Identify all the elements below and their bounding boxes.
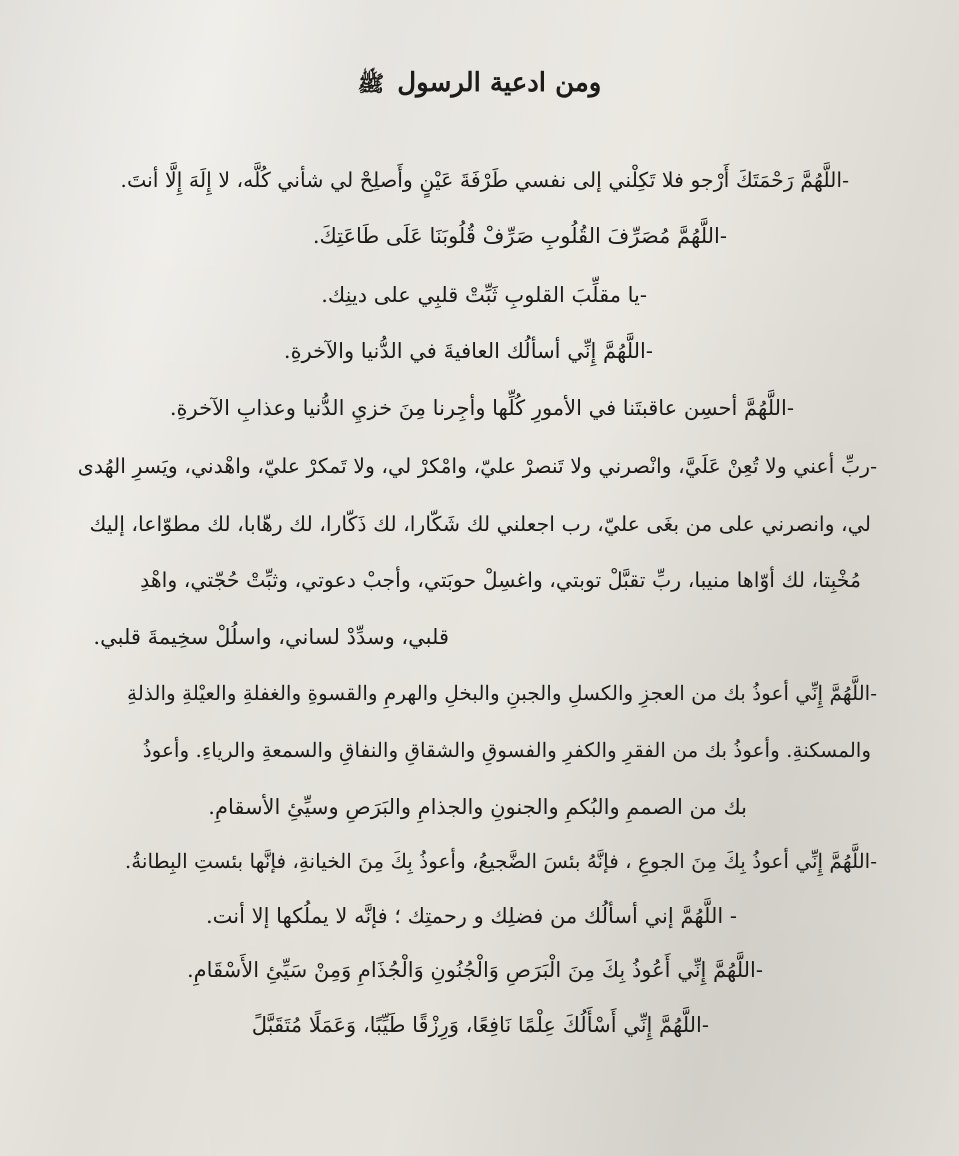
dua-line: -اللَّهُمَّ أحسِن عاقبتَنا في الأمورِ كُلِّها وأجِرنا مِنَ خزيِ الدُّنيا وعذابِ الآخرةِ. — [169, 396, 794, 420]
dua-line: - اللَّهُمَّ إني أسألُك من فضلِك و رحمتِك ؛ فإنَّه لا يملُكها إلا أنت. — [206, 904, 737, 928]
dua-line: -اللَّهُمَّ إِنِّي أعوذُ بك من العجزِ والكسلِ والجبنِ والبخلِ والهرمِ والقسوةِ والغفلةِ والعيْلةِ والذلةِ — [127, 681, 877, 705]
dua-line: لي، وانصرني على من بغَى عليّ، رب اجعلني لك شَكّارا، لك ذَكّارا، لك رهّابا، لك مطوّاعا، إليك — [89, 512, 871, 536]
dua-line: -اللَّهُمَّ إِنِّي أسألُك العافيةَ في الدُّنيا والآخرةِ. — [283, 339, 653, 363]
dua-line: بك من الصممِ والبُكمِ والجنونِ والجذامِ والبَرَصِ وسيِّئِ الأسقامِ. — [208, 795, 747, 819]
dua-line: قلبي، وسدِّدْ لساني، واسلُلْ سخِيمةَ قلبي. — [93, 625, 449, 649]
dua-line: -اللَّهُمَّ رَحْمَتَكَ أَرْجو فلا تَكِلْني إلى نفسي طَرْفَةَ عَيْنٍ وأَصلِحْ لي شأني كُلَّه، لا إِلَهَ إِلَّا أنتَ. — [120, 168, 849, 192]
page-title — [0, 68, 959, 102]
dua-line: -اللَّهُمَّ إِنِّي أعوذُ بِكَ مِنَ الجوعِ ، فإنَّهُ بئسَ الضَّجيعُ، وأعوذُ بِكَ مِنَ الخيانةِ، فإنَّها بئستِ البِطانةُ. — [124, 849, 877, 873]
dua-line: مُخْبِتا، لك أوّاها منيبا، ربِّ تقبَّلْ توبتي، واغسِلْ حوبَتي، وأجبْ دعوتي، وثبِّتْ حُجّتي، واهْدِ — [140, 568, 861, 592]
dua-line: -اللَّهُمَّ مُصَرِّفَ القُلُوبِ صَرِّفْ قُلُوبَنَا عَلَى طَاعَتِكَ. — [312, 224, 727, 248]
title-honorific: ﷺ — [357, 71, 385, 97]
dua-line: -اللَّهُمَّ إِنِّي أَسْأَلُكَ عِلْمًا نَافِعًا، وَرِزْقًا طَيِّبًا، وَعَمَلًا مُتَقَبَّلً — [251, 1013, 709, 1037]
dua-line: والمسكنةِ. وأعوذُ بك من الفقرِ والكفرِ والفسوقِ والشقاقِ والنفاقِ والسمعةِ والرياءِ. وأعوذُ — [142, 738, 871, 762]
dua-line: -يا مقلِّبَ القلوبِ ثَبِّتْ قلبِي على دينِك. — [321, 283, 647, 307]
title-text: ومن ادعية الرسول — [397, 68, 602, 98]
dua-line: -اللَّهُمَّ إِنِّي أَعُوذُ بِكَ مِنَ الْبَرَصِ وَالْجُنُونِ وَالْجُذَامِ وَمِنْ سَيِّئِ الأَسْقَامِ. — [186, 958, 763, 982]
dua-line: -ربِّ أعني ولا تُعِنْ عَلَيَّ، وانْصرني ولا تَنصرْ عليّ، وامْكرْ لي، ولا تَمكرْ عليّ، واهْدني، ويَسرِ الهُدى — [77, 454, 877, 478]
